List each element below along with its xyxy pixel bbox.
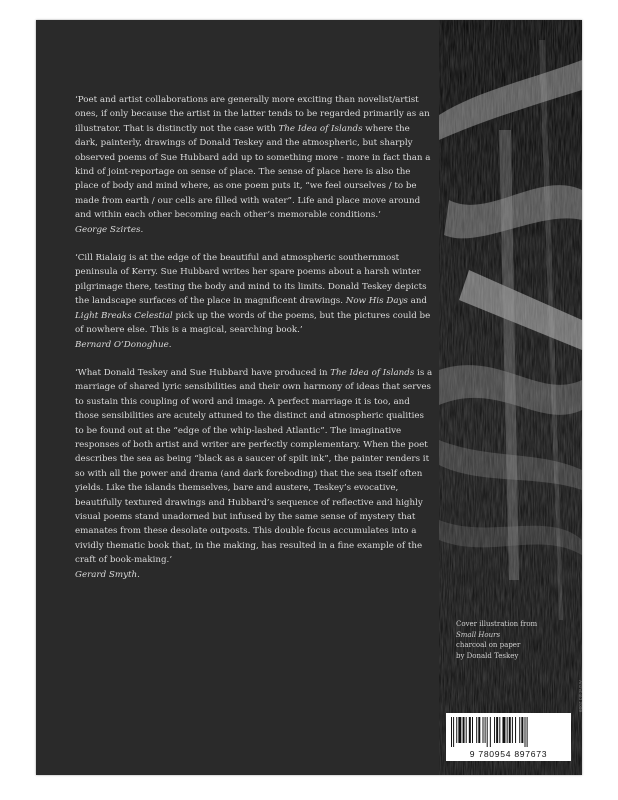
quote-1-author: George Szirtes. — [75, 224, 144, 235]
quote-3-author: Gerard Smyth. — [75, 569, 140, 580]
design-credit: Archibald 2009 — [577, 680, 582, 713]
quote-2: ‘Cill Rialaig is at the edge of the beautiful and atmospheric southernmost peninsula of Kerry. Sue Hubbard writes her spare poems about a harsh winter pilgrimage there, testing the body and mind to its limits. Donald Teskey depicts the landscape surfaces of the place in magnificent drawings. Now His Days and Light Breaks Celestial pick up the words of the poems, but the pictures could be of nowhere else. This is a magical, searching book.’ — [75, 253, 431, 336]
book-back-cover — [36, 20, 582, 775]
quote-3: ‘What Donald Teskey and Sue Hubbard have produced in The Idea of Islands is a marriage of shared lyric sensibilities and their own harmony of ideas that serves to sustain this coupling of word and image. A perfect marriage it is too, and those sensibilities are acutely attuned to the distinct and atmospheric qualities to be found out at the “edge of the whip-lashed Atlantic”. The imaginative responses of both artist and writer are perfectly complementary. When the poet describes the sea as being “black as a saucer of spilt ink”, the painter renders it so with all the power and drama (and dark foreboding) that the sea itself often yields. Like the islands themselves, bare and austere, Teskey’s evocative, beautifully textured drawings and Hubbard’s sequence of reflective and highly visual poems stand unadorned but infused by the same sense of mystery that emanates from these desolate outposts. This double focus accumulates into a vividly thematic book that, in the making, has resulted in a fine example of the craft of book-making.’ — [75, 367, 433, 566]
cover-illustration-caption: Cover illustration from Small Hours charcoal on paper by Donald Teskey — [456, 620, 538, 660]
isbn-barcode — [446, 713, 571, 761]
isbn-digits: 9 780954 897673 — [469, 749, 548, 759]
quote-2-author: Bernard O’Donoghue. — [75, 339, 172, 350]
quote-1: ‘Poet and artist collaborations are generally more exciting than novelist/artist ones, if only because the artist in the latter tends to be regarded primarily as an illustrator. That is distinctly not the case with The Idea of Islands where the dark, painterly, drawings of Donald Teskey and the atmospheric, but sharply observed poems of Sue Hubbard add up to something more - more in fact than a kind of joint-reportage on sense of place. The sense of place here is also the place of body and mind where, as one poem puts it, “we feel ourselves / to be made from earth / our cells are filled with water”. Life and place move around and within each other becoming each other’s memorable conditions.’ — [75, 95, 431, 221]
charcoal-illustration — [439, 20, 582, 775]
endorsements — [75, 93, 435, 582]
